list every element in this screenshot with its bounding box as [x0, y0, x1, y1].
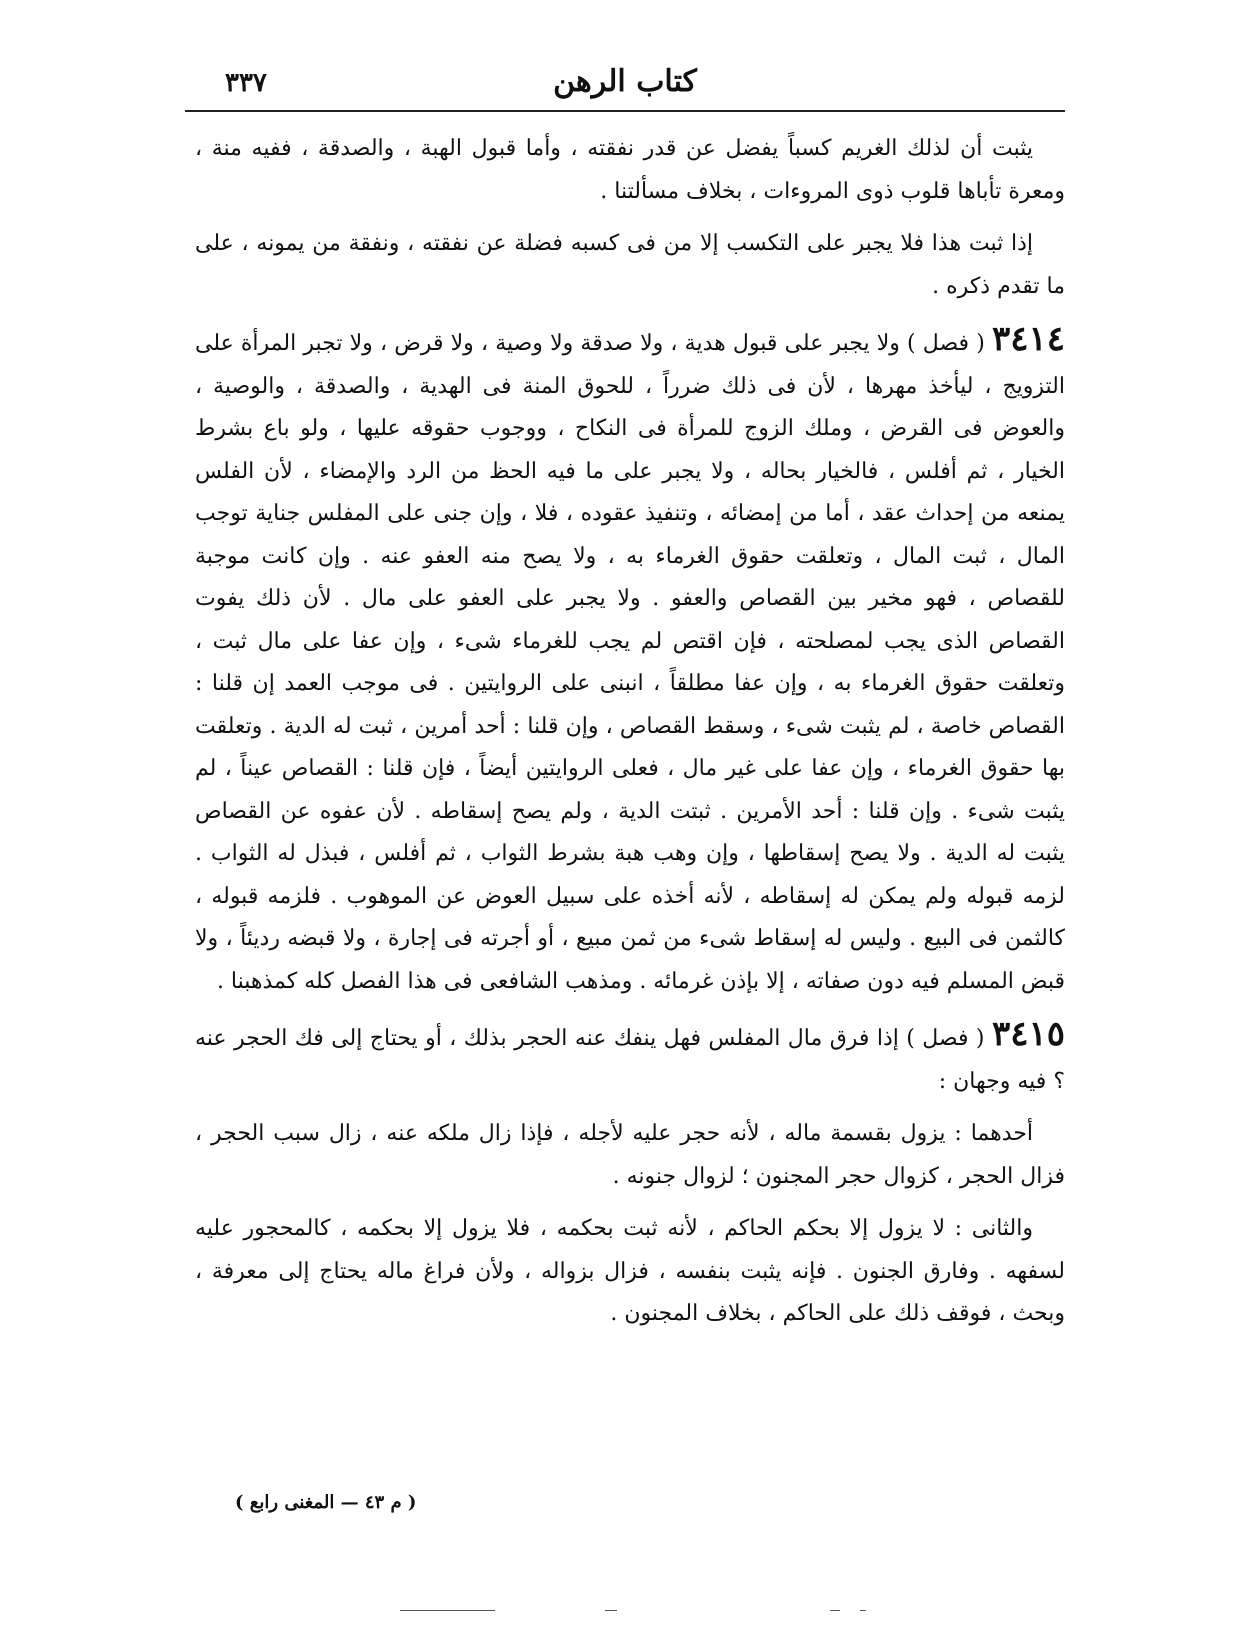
paragraph: أحدهما : يزول بقسمة ماله ، لأنه حجر عليه لأجله ، فإذا زال ملكه عنه ، زال سبب الحجر ، فزال الحجر ، كزوال حجر المجنون ؛ لزوال جنونه . — [195, 1121, 1065, 1189]
section-number: ٣٤١٤ — [991, 319, 1065, 359]
paragraph: يثبت أن لذلك الغريم كسباً يفضل عن قدر نفقته ، وأما قبول الهبة ، والصدقة ، ففيه منة ، ومعرة تأباها قلوب ذوى المروءات ، بخلاف مسألتنا . — [195, 136, 1065, 204]
paragraph: والثانى : لا يزول إلا بحكم الحاكم ، لأنه ثبت بحكمه ، فلا يزول إلا بحكمه ، كالمحجور عليه لسفهه . وفارق الجنون . فإنه يثبت بنفسه ، فزال بزواله ، ولأن فراغ ماله يحتاج إلى معرفة ، وبحث ، فوقف ذلك على الحاكم ، بخلاف المجنون . — [195, 1216, 1065, 1326]
section-number: ٣٤١٥ — [991, 1014, 1065, 1054]
running-title: كتاب الرهن — [553, 64, 697, 99]
paragraph: إذا ثبت هذا فلا يجبر على التكسب إلا من فى كسبه فضلة عن نفقته ، ونفقة من يمونه ، على ما تقدم ذكره . — [195, 231, 1065, 299]
scan-artifacts — [400, 1610, 920, 1620]
section-text: ( فصل ) إذا فرق مال المفلس فهل ينفك عنه الحجر بذلك ، أو يحتاج إلى فك الحجر عنه ؟ فيه وجهان : — [195, 1026, 1065, 1094]
footer-signature: ( م ٤٣ — المغنى رابع ) — [235, 1492, 417, 1513]
page-header — [185, 62, 1065, 110]
page-number: ٣٣٧ — [225, 68, 267, 98]
section-3414 — [195, 318, 1065, 1003]
page-body — [195, 128, 1065, 1346]
header-rule — [185, 110, 1065, 112]
section-3415 — [195, 1013, 1065, 1103]
section-text: ( فصل ) ولا يجبر على قبول هدية ، ولا صدقة ولا وصية ، ولا قرض ، ولا تجبر المرأة على التزويج ، ليأخذ مهرها ، لأن فى ذلك ضرراً ، للحوق المنة فى الهدية ، والصدقة ، والوصية ، والعوض فى القرض ، وملك الزوج للمرأة فى النكاح ، ووجوب حقوقه عليها ، ولو باع بشرط الخيار ، ثم أفلس ، فالخيار بحاله ، ولا يجبر على ما فيه الحظ من الرد والإمضاء ، لأن الفلس يمنعه من إحداث عقد ، أما من إمضائه ، وتنفيذ عقوده ، فلا ، وإن جنى على المفلس جناية توجب المال ، ثبت المال ، وتعلقت حقوق الغرماء به ، ولا يصح منه العفو عنه . وإن كانت موجبة للقصاص ، فهو مخير بين القصاص والعفو . ولا يجبر على العفو على مال . لأن ذلك يفوت القصاص الذى يجب لمصلحته ، فإن اقتص لم يجب للغرماء شىء ، وإن عفا على مال ثبت ، وتعلقت حقوق الغرماء به ، وإن عفا مطلقاً ، انبنى على الروايتين . فى موجب العمد إن قلنا : القصاص خاصة ، لم يثبت شىء ، وسقط القصاص ، وإن قلنا : أحد أمرين ، ثبت له الدية . وتعلقت بها حقوق الغرماء ، وإن عفا على غير مال ، فعلى الروايتين أيضاً ، فإن قلنا : القصاص عيناً ، لم يثبت شىء . وإن قلنا : أحد الأمرين . ثبتت الدية ، ولم يصح إسقاطه . لأن عفوه عن القصاص يثبت له الدية . ولا يصح إسقاطها ، وإن وهب هبة بشرط الثواب ، ثم أفلس ، فبذل له الثواب . لزمه قبوله ولم يمكن له إسقاطه ، لأنه أخذه على سبيل العوض عن الموهوب . فلزمه قبوله ، كالثمن فى البيع . وليس له إسقاط شىء من ثمن مبيع ، أو أجرته فى إجارة ، ولا قبضه رديئاً ، ولا قبض المسلم فيه دون صفاته ، إلا بإذن غرمائه . ومذهب الشافعى فى هذا الفصل كله كمذهبنا . — [195, 331, 1065, 994]
